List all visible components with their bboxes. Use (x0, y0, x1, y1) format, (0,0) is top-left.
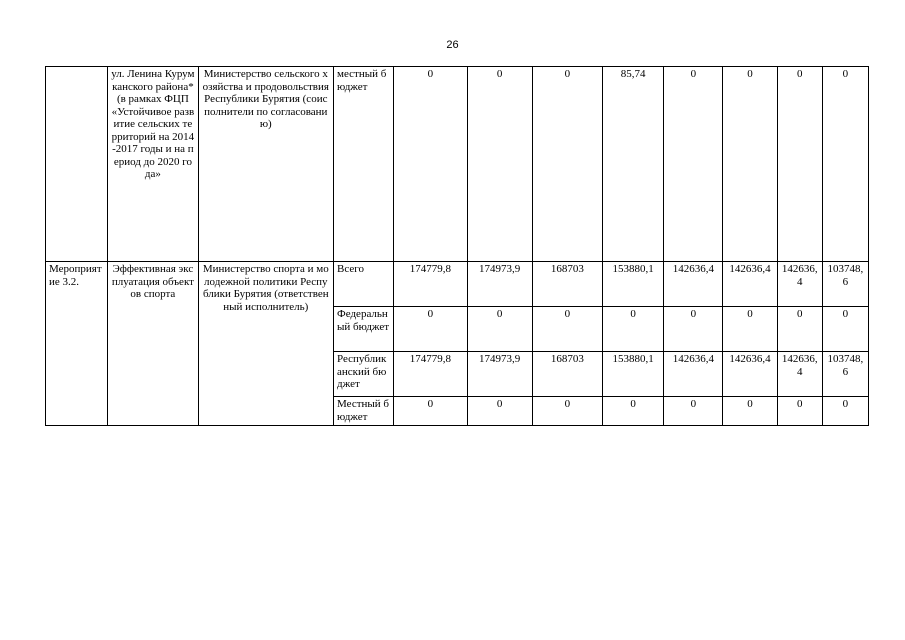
value-cell: 0 (723, 307, 777, 352)
value-cell: 0 (822, 67, 868, 262)
responsible-cell: Министерство спорта и молодежной политики Республики Бурятия (ответственный исполнитель) (198, 262, 333, 426)
value-cell: 142636,4 (777, 262, 822, 307)
measure-name-cell: ул. Ленина Курумканского района* (в рамках ФЦП «Устойчивое развитие сельских территорий на 2014-2017 годы и на период до 2020 года» (108, 67, 198, 262)
value-cell: 142636,4 (664, 352, 723, 397)
value-cell: 0 (664, 67, 723, 262)
value-cell: 0 (723, 397, 777, 426)
value-cell: 0 (777, 67, 822, 262)
value-cell: 0 (394, 397, 467, 426)
source-cell: местный бюджет (334, 67, 394, 262)
value-cell: 0 (603, 307, 664, 352)
value-cell: 103748,6 (822, 352, 868, 397)
source-cell: Федеральный бюджет (334, 307, 394, 352)
value-cell: 0 (467, 67, 532, 262)
value-cell: 174779,8 (394, 352, 467, 397)
value-cell: 0 (822, 307, 868, 352)
value-cell: 0 (777, 397, 822, 426)
value-cell: 0 (664, 307, 723, 352)
value-cell: 0 (777, 307, 822, 352)
value-cell: 142636,4 (777, 352, 822, 397)
value-cell: 153880,1 (603, 262, 664, 307)
value-cell: 0 (467, 307, 532, 352)
responsible-cell: Министерство сельского хозяйства и продовольствия Республики Бурятия (соисполнители по согласованию) (198, 67, 333, 262)
table-row (46, 262, 869, 307)
value-cell: 0 (532, 307, 602, 352)
source-cell: Всего (334, 262, 394, 307)
value-cell: 0 (664, 397, 723, 426)
value-cell: 168703 (532, 352, 602, 397)
value-cell: 174973,9 (467, 262, 532, 307)
value-cell: 0 (394, 307, 467, 352)
page-number: 26 (446, 39, 459, 51)
value-cell: 168703 (532, 262, 602, 307)
value-cell: 0 (532, 397, 602, 426)
value-cell: 0 (723, 67, 777, 262)
budget-table (45, 66, 869, 426)
measure-id-cell: Мероприятие 3.2. (46, 262, 108, 426)
value-cell: 142636,4 (723, 262, 777, 307)
value-cell: 0 (532, 67, 602, 262)
value-cell: 0 (603, 397, 664, 426)
value-cell: 153880,1 (603, 352, 664, 397)
value-cell: 85,74 (603, 67, 664, 262)
value-cell: 142636,4 (664, 262, 723, 307)
measure-id-cell (46, 67, 108, 262)
source-cell: Местный бюджет (334, 397, 394, 426)
value-cell: 174779,8 (394, 262, 467, 307)
value-cell: 0 (822, 397, 868, 426)
value-cell: 142636,4 (723, 352, 777, 397)
measure-name-cell: Эффективная эксплуатация объектов спорта (108, 262, 198, 426)
table-row (46, 67, 869, 262)
value-cell: 0 (467, 397, 532, 426)
value-cell: 174973,9 (467, 352, 532, 397)
value-cell: 103748,6 (822, 262, 868, 307)
source-cell: Республиканский бюджет (334, 352, 394, 397)
value-cell: 0 (394, 67, 467, 262)
